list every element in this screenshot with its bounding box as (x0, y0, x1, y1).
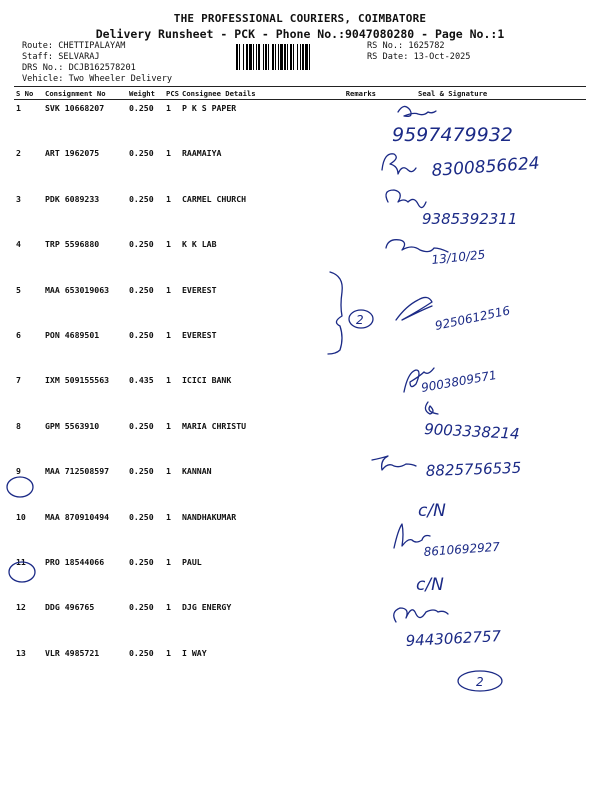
barcode-bar (290, 44, 292, 70)
cell-consignee: EVEREST (182, 284, 217, 295)
table-row (14, 327, 586, 372)
handwritten-phone: 9250612516 (433, 303, 512, 333)
cell-consignee: ICICI BANK (182, 375, 232, 386)
cell-consignee: NANDHAKUMAR (182, 511, 237, 522)
handwritten-date: 13/10/25 (430, 247, 486, 267)
barcode-bar (246, 44, 248, 70)
table-row (14, 509, 586, 554)
cell-weight: 0.250 (129, 193, 154, 204)
table-row (14, 145, 586, 190)
cell-consignment: TRP 5596880 (45, 239, 100, 250)
cell-signature (378, 327, 586, 372)
cell-consignee: K K LAB (182, 239, 217, 250)
cell-consignee: EVEREST (182, 329, 217, 340)
cell-consignee: CARMEL CHURCH (182, 193, 247, 204)
barcode-bar (249, 44, 252, 70)
cell-consignee: RAAMAIYA (182, 148, 222, 159)
barcode-bar (300, 44, 301, 70)
cell-pcs: 1 (166, 466, 171, 477)
cell-signature (378, 645, 586, 690)
cell-remarks (330, 191, 378, 236)
cell-pcs: 1 (166, 148, 171, 159)
cell-consignment: MAA 870910494 (45, 511, 110, 522)
cell-weight: 0.250 (129, 329, 154, 340)
cell-weight: 0.250 (129, 239, 154, 250)
cell-signature (378, 599, 586, 644)
cell-remarks (330, 100, 378, 146)
col-consignee: Consignee Details (180, 87, 330, 100)
cell-consignee: P K S PAPER (182, 103, 237, 113)
cell-sno: 8 (16, 420, 21, 431)
handwritten-phone: 9443062757 (405, 627, 502, 650)
cell-sno: 2 (16, 148, 21, 159)
barcode-bar (297, 44, 298, 70)
cell-remarks (330, 509, 378, 554)
drs-label: DRS No.: DCJB162578201 (22, 63, 136, 73)
cell-sno: 10 (16, 511, 26, 522)
cell-signature (378, 418, 586, 463)
col-consignment: Consignment No (43, 87, 127, 100)
cell-consignment: MAA 712508597 (45, 466, 110, 477)
barcode-bar (272, 44, 274, 70)
cell-weight: 0.250 (129, 466, 154, 477)
table-row (14, 418, 586, 463)
col-sno: S No (14, 87, 43, 100)
cell-signature (378, 236, 586, 281)
cell-remarks (330, 645, 378, 690)
cell-consignee: I WAY (182, 647, 207, 658)
cell-pcs: 1 (166, 556, 171, 567)
cell-pcs: 1 (166, 284, 171, 295)
cell-consignment: GPM 5563910 (45, 420, 100, 431)
cell-remarks (330, 282, 378, 327)
col-pcs: PCS (166, 88, 179, 98)
table-row (14, 599, 586, 644)
handwritten-count: 2 (356, 313, 364, 327)
cell-consignment: MAA 653019063 (45, 284, 110, 295)
cell-weight: 0.250 (129, 148, 154, 159)
cell-sno: 11 (16, 556, 26, 567)
cell-signature (378, 372, 586, 417)
cell-weight: 0.250 (129, 284, 154, 295)
cell-signature (378, 509, 586, 554)
cell-weight: 0.250 (129, 556, 154, 567)
cell-sno: 4 (16, 239, 21, 250)
runsheet-table (14, 86, 586, 690)
barcode-bar (263, 44, 264, 70)
cell-sno: 5 (16, 284, 21, 295)
table-row (14, 372, 586, 417)
handwritten-note: c/N (416, 575, 444, 595)
route-label: Route: CHETTIPALAYAM (22, 41, 126, 51)
cell-weight: 0.250 (129, 647, 154, 658)
barcode-bar (287, 44, 288, 70)
barcode-bar (302, 44, 304, 70)
handwritten-phone: 9003338214 (423, 420, 521, 443)
cell-weight: 0.250 (129, 420, 154, 431)
cell-weight: 0.250 (129, 602, 154, 613)
cell-weight: 0.250 (129, 103, 154, 113)
cell-pcs: 1 (166, 511, 171, 522)
barcode (236, 44, 364, 70)
cell-pcs: 1 (166, 329, 171, 340)
col-seal-signature: Seal & Signature (378, 87, 586, 100)
cell-consignment: PON 4689501 (45, 329, 100, 340)
company-name: THE PROFESSIONAL COURIERS, COIMBATORE (173, 12, 427, 25)
cell-consignment: VLR 4985721 (45, 647, 100, 658)
barcode-bar (239, 44, 240, 70)
barcode-bar (305, 44, 308, 70)
handwritten-phone: 8825756535 (425, 458, 522, 480)
barcode-bar (236, 44, 238, 70)
col-remarks: Remarks (330, 87, 378, 100)
table-row (14, 645, 586, 690)
cell-sno: 9 (16, 466, 21, 477)
cell-consignment: IXM 509155563 (45, 375, 110, 386)
cell-pcs: 1 (166, 375, 171, 386)
cell-consignment: ART 1962075 (45, 148, 100, 159)
table-row (14, 191, 586, 236)
cell-remarks (330, 236, 378, 281)
cell-signature (378, 191, 586, 236)
cell-remarks (330, 372, 378, 417)
rs-date: RS Date: 13-Oct-2025 (367, 52, 471, 62)
table-row (14, 554, 586, 599)
cell-consignee: DJG ENERGY (182, 602, 232, 613)
cell-sno: 12 (16, 602, 26, 613)
cell-weight: 0.250 (129, 511, 154, 522)
cell-signature (378, 463, 586, 508)
cell-consignee: MARIA CHRISTU (182, 420, 247, 431)
cell-remarks (330, 145, 378, 190)
runsheet-title: Delivery Runsheet - PCK - Phone No.:9047080280 - Page No.:1 (95, 27, 505, 41)
cell-signature (378, 145, 586, 190)
cell-signature (378, 554, 586, 599)
cell-remarks (330, 599, 378, 644)
cell-consignee: KANNAN (182, 466, 212, 477)
cell-sno: 13 (16, 647, 26, 658)
table-row (14, 236, 586, 281)
vehicle-label: Vehicle: Two Wheeler Delivery (22, 74, 173, 84)
cell-pcs: 1 (166, 103, 171, 113)
cell-signature (378, 282, 586, 327)
table-header-row (14, 87, 586, 100)
rs-number: RS No.: 1625782 (367, 41, 445, 51)
cell-pcs: 1 (166, 602, 171, 613)
cell-sno: 7 (16, 375, 21, 386)
cell-consignee: PAUL (182, 556, 202, 567)
handwritten-total: 2 (476, 675, 484, 689)
cell-sno: 1 (16, 103, 21, 113)
cell-remarks (330, 463, 378, 508)
cell-weight: 0.435 (129, 375, 154, 386)
cell-pcs: 1 (166, 420, 171, 431)
barcode-bar (265, 44, 267, 70)
table-row (14, 463, 586, 508)
cell-consignment: DDG 496765 (45, 602, 95, 613)
barcode-bar (278, 44, 279, 70)
barcode-bar (243, 44, 244, 70)
table-row (14, 100, 586, 146)
cell-remarks (330, 327, 378, 372)
barcode-bar (280, 44, 283, 70)
cell-remarks (330, 418, 378, 463)
barcode-bar (275, 44, 276, 70)
barcode-bar (258, 44, 260, 70)
handwritten-phone: 9385392311 (422, 210, 518, 228)
handwritten-phone: 8300856624 (430, 153, 541, 181)
handwritten-phone: 9003809571 (420, 367, 498, 395)
cell-consignment: PRO 18544066 (45, 556, 105, 567)
cell-sno: 6 (16, 329, 21, 340)
handwritten-note: c/N (418, 501, 446, 521)
table-row (14, 282, 586, 327)
staff-label: Staff: SELVARAJ (22, 52, 100, 62)
cell-consignment: PDK 6089233 (45, 193, 100, 204)
barcode-bar (256, 44, 257, 70)
barcode-bar (253, 44, 254, 70)
barcode-bar (284, 44, 286, 70)
cell-pcs: 1 (166, 647, 171, 658)
cell-pcs: 1 (166, 193, 171, 204)
handwritten-phone: 9597479932 (392, 124, 513, 146)
barcode-bar (293, 44, 294, 70)
cell-signature (378, 100, 586, 146)
cell-consignment: SVK 10668207 (45, 103, 105, 113)
barcode-bar (309, 44, 310, 70)
cell-pcs: 1 (166, 239, 171, 250)
cell-sno: 3 (16, 193, 21, 204)
barcode-bar (268, 44, 269, 70)
cell-remarks (330, 554, 378, 599)
col-weight: Weight (127, 87, 164, 100)
handwritten-phone: 8610692927 (423, 539, 501, 559)
